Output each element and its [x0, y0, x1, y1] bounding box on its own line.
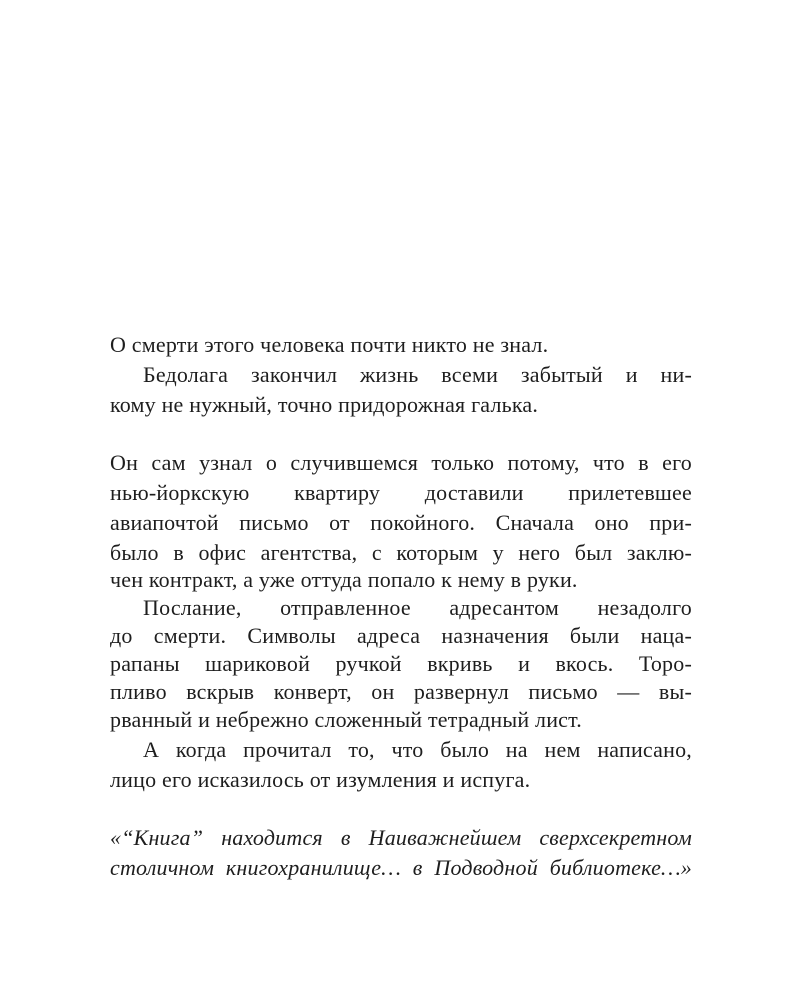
text-line: чен контракт, а уже оттуда попало к нему в руки.: [110, 567, 578, 592]
text-line: до смерти. Символы адреса назначения были наца-: [110, 623, 692, 648]
text-line: было в офис агентства, с которым у него был заклю-: [110, 540, 692, 565]
quote-line: «“Книга” находится в Наиважнейшем сверхсекретном: [110, 825, 692, 850]
text-line: пливо вскрыв конверт, он развернул письмо — вы-: [110, 679, 692, 704]
quote-line: столичном книгохранилище… в Подводной библиотеке…»: [110, 855, 692, 880]
text-line: Послание, отправленное адресантом незадолго: [143, 595, 692, 620]
text-line: рванный и небрежно сложенный тетрадный лист.: [110, 707, 583, 732]
text-line: лицо его исказилось от изумления и испуга.: [110, 767, 531, 792]
text-line: кому не нужный, точно придорожная галька.: [110, 392, 539, 417]
text-line: нью-йоркскую квартиру доставили прилетевшее: [110, 480, 692, 505]
text-line: авиапочтой письмо от покойного. Сначала оно при-: [110, 510, 692, 535]
text-line: рапаны шариковой ручкой вкривь и вкось. Торо-: [110, 651, 692, 676]
text-line: Он сам узнал о случившемся только потому, что в его: [110, 450, 692, 475]
text-line: А когда прочитал то, что было на нем написано,: [143, 737, 692, 762]
text-line: Бедолага закончил жизнь всеми забытый и ни-: [143, 362, 692, 387]
text-line: О смерти этого человека почти никто не знал.: [110, 332, 549, 357]
